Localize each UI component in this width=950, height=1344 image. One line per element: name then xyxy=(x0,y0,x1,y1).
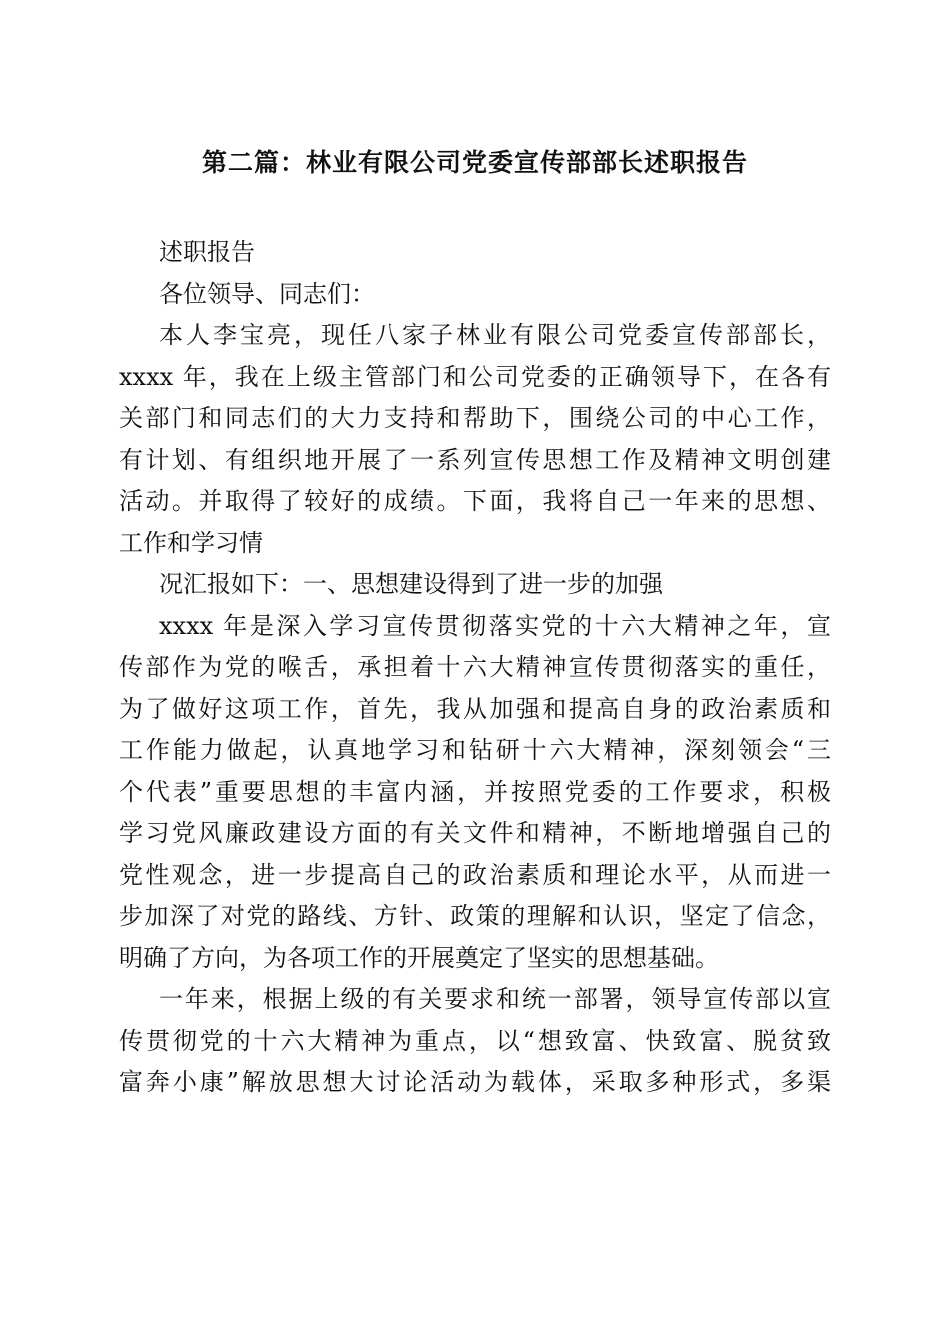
paragraph xyxy=(119,606,831,980)
text-line: xxxx 年是深入学习宣传贯彻落实党的十六大精神之年，宣 xyxy=(159,611,831,640)
text-line: 工作能力做起，认真地学习和钻研十六大精神，深刻领会“三 xyxy=(119,736,831,764)
text-line: 工作和学习情 xyxy=(119,528,263,557)
document-body xyxy=(119,232,831,1104)
text-line: 富奔小康”解放思想大讨论活动为载体，采取多种形式，多渠 xyxy=(119,1068,831,1096)
text-line: 关部门和同志们的大力支持和帮助下，围绕公司的中心工作， xyxy=(119,404,831,432)
paragraph xyxy=(119,979,831,1104)
text-line: 况汇报如下：一、思想建设得到了进一步的加强 xyxy=(159,570,663,598)
text-line: 步加深了对党的路线、方针、政策的理解和认识，坚定了信念， xyxy=(119,902,831,930)
text-line: 学习党风廉政建设方面的有关文件和精神，不断地增强自己的 xyxy=(119,819,831,847)
text-line: 各位领导、同志们： xyxy=(159,279,375,308)
text-line: 活动。并取得了较好的成绩。下面，我将自己一年来的思想、 xyxy=(119,487,831,515)
text-line: 传贯彻党的十六大精神为重点，以“想致富、快致富、脱贫致 xyxy=(119,1026,831,1055)
paragraph xyxy=(119,315,831,564)
text-line: 个代表”重要思想的丰富内涵，并按照党委的工作要求，积极 xyxy=(119,777,831,806)
text-line: 为了做好这项工作，首先，我从加强和提高自身的政治素质和 xyxy=(119,694,831,723)
text-line: 党性观念，进一步提高自己的政治素质和理论水平，从而进一 xyxy=(119,860,831,889)
document-title: 第二篇：林业有限公司党委宣传部部长述职报告 xyxy=(201,148,748,177)
text-line: 传部作为党的喉舌，承担着十六大精神宣传贯彻落实的重任， xyxy=(119,653,831,681)
paragraph xyxy=(119,232,831,274)
text-line: 述职报告 xyxy=(159,238,255,266)
paragraph xyxy=(119,564,831,606)
paragraph xyxy=(119,274,831,316)
text-line: 明确了方向，为各项工作的开展奠定了坚实的思想基础。 xyxy=(119,943,719,972)
text-line: 本人李宝亮，现任八家子林业有限公司党委宣传部部长， xyxy=(159,321,831,349)
text-line: 一年来，根据上级的有关要求和统一部署，领导宣传部以宣 xyxy=(159,985,831,1013)
text-line: 有计划、有组织地开展了一系列宣传思想工作及精神文明创建 xyxy=(119,445,831,474)
text-line: xxxx 年，我在上级主管部门和公司党委的正确领导下，在各有 xyxy=(119,362,831,391)
